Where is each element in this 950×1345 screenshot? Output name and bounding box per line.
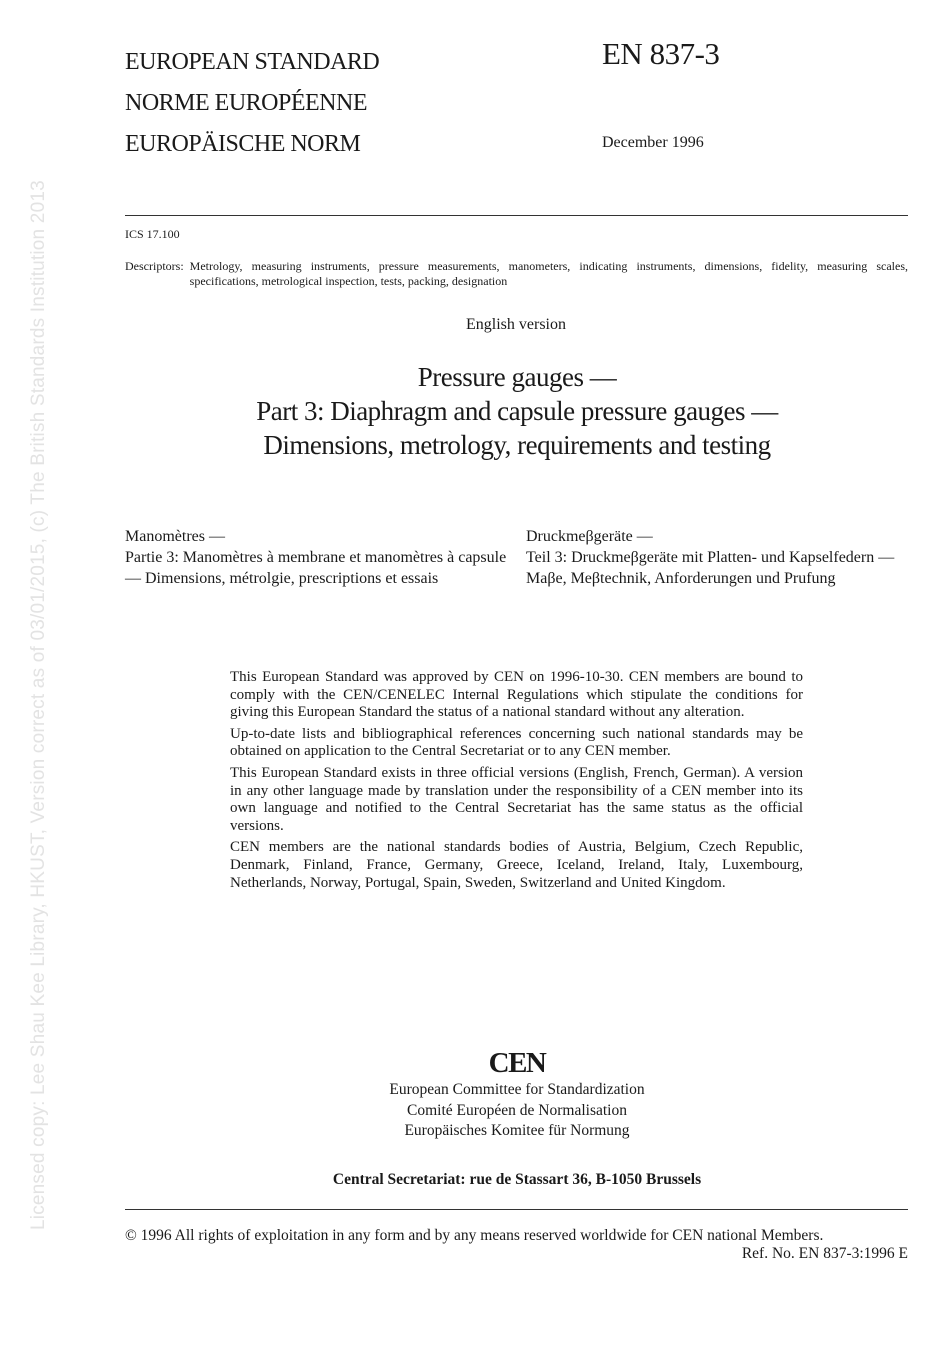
german-title bbox=[526, 526, 908, 589]
version-label: English version bbox=[466, 316, 566, 333]
header-line-en: EUROPEAN STANDARD bbox=[125, 49, 380, 75]
french-title-line-2: Partie 3: Manomètres à membrane et manomètres à capsule — Dimensions, métrolgie, prescriptions et essais bbox=[125, 549, 507, 587]
ics-code: ICS 17.100 bbox=[125, 227, 180, 241]
publication-date: December 1996 bbox=[602, 134, 704, 151]
cen-logo: CEN bbox=[488, 1047, 546, 1079]
cen-name-en: European Committee for Standardization bbox=[389, 1081, 645, 1098]
title-line-1: Pressure gauges — bbox=[417, 362, 617, 392]
descriptors-label: Descriptors: bbox=[125, 259, 184, 273]
header-line-de: EUROPÄISCHE NORM bbox=[125, 131, 361, 157]
cen-name-fr: Comité Européen de Normalisation bbox=[407, 1101, 627, 1119]
copyright-notice: © 1996 All rights of exploitation in any form and by any means reserved worldwide for CEN national Members. bbox=[125, 1227, 824, 1244]
header-line-fr: NORME EUROPÉENNE bbox=[125, 90, 367, 116]
cen-name-de: Europäisches Komitee für Normung bbox=[404, 1122, 630, 1139]
paragraph-approval: This European Standard was approved by CEN on 1996-10-30. CEN members are bound to comply with the CEN/CENELEC Internal Regulations which stipulate the conditions for giving this European Standard the status of a national standard without any alteration. bbox=[230, 669, 803, 721]
descriptors bbox=[125, 259, 908, 289]
standard-header bbox=[125, 42, 379, 165]
german-title-line-2: Teil 3: Druckmeβgeräte mit Platten- und Kapselfedern — Maβe, Meβtechnik, Anforderungen und Prufung bbox=[526, 549, 895, 587]
german-title-line-1: Druckmeβgeräte — bbox=[526, 528, 653, 545]
title-line-2: Part 3: Diaphragm and capsule pressure gauges — bbox=[256, 396, 778, 426]
top-divider bbox=[125, 215, 908, 216]
title-line-3: Dimensions, metrology, requirements and testing bbox=[263, 430, 771, 460]
footer-divider bbox=[125, 1209, 908, 1210]
standard-number: EN 837-3 bbox=[602, 36, 720, 71]
french-title-line-1: Manomètres — bbox=[125, 528, 225, 545]
central-secretariat: Central Secretariat: rue de Stassart 36, B-1050 Brussels bbox=[332, 1171, 702, 1188]
descriptors-text: Metrology, measuring instruments, pressure measurements, manometers, indicating instruments, dimensions, fidelity, measuring scales, specifications, metrological inspection, tests, packing, designation bbox=[189, 259, 908, 288]
paragraph-versions: This European Standard exists in three official versions (English, French, German). A version in any other language made by translation under the responsibility of a CEN member into its own language and notified to the Central Secretariat has the same status as the official versions. bbox=[230, 764, 803, 834]
reference-number: Ref. No. EN 837-3:1996 E bbox=[741, 1245, 908, 1262]
approval-text bbox=[230, 669, 803, 896]
paragraph-lists: Up-to-date lists and bibliographical references concerning such national standards may be obtained on application to the Central Secretariat or to any CEN member. bbox=[230, 725, 803, 760]
paragraph-members: CEN members are the national standards bodies of Austria, Belgium, Czech Republic, Denmark, Finland, France, Germany, Greece, Iceland, Ireland, Italy, Luxembourg, Netherlands, Norway, Portugal, Spain, Sweden, Switzerland and United Kingdom. bbox=[230, 839, 803, 891]
cen-block bbox=[0, 1046, 950, 1142]
document-title bbox=[0, 360, 950, 462]
license-watermark: Licensed copy: Lee Shau Kee Library, HKUST, Version correct as of 03/01/2015, (c) The British Standards Institution 2013 bbox=[28, 180, 49, 1230]
french-title bbox=[125, 526, 507, 589]
